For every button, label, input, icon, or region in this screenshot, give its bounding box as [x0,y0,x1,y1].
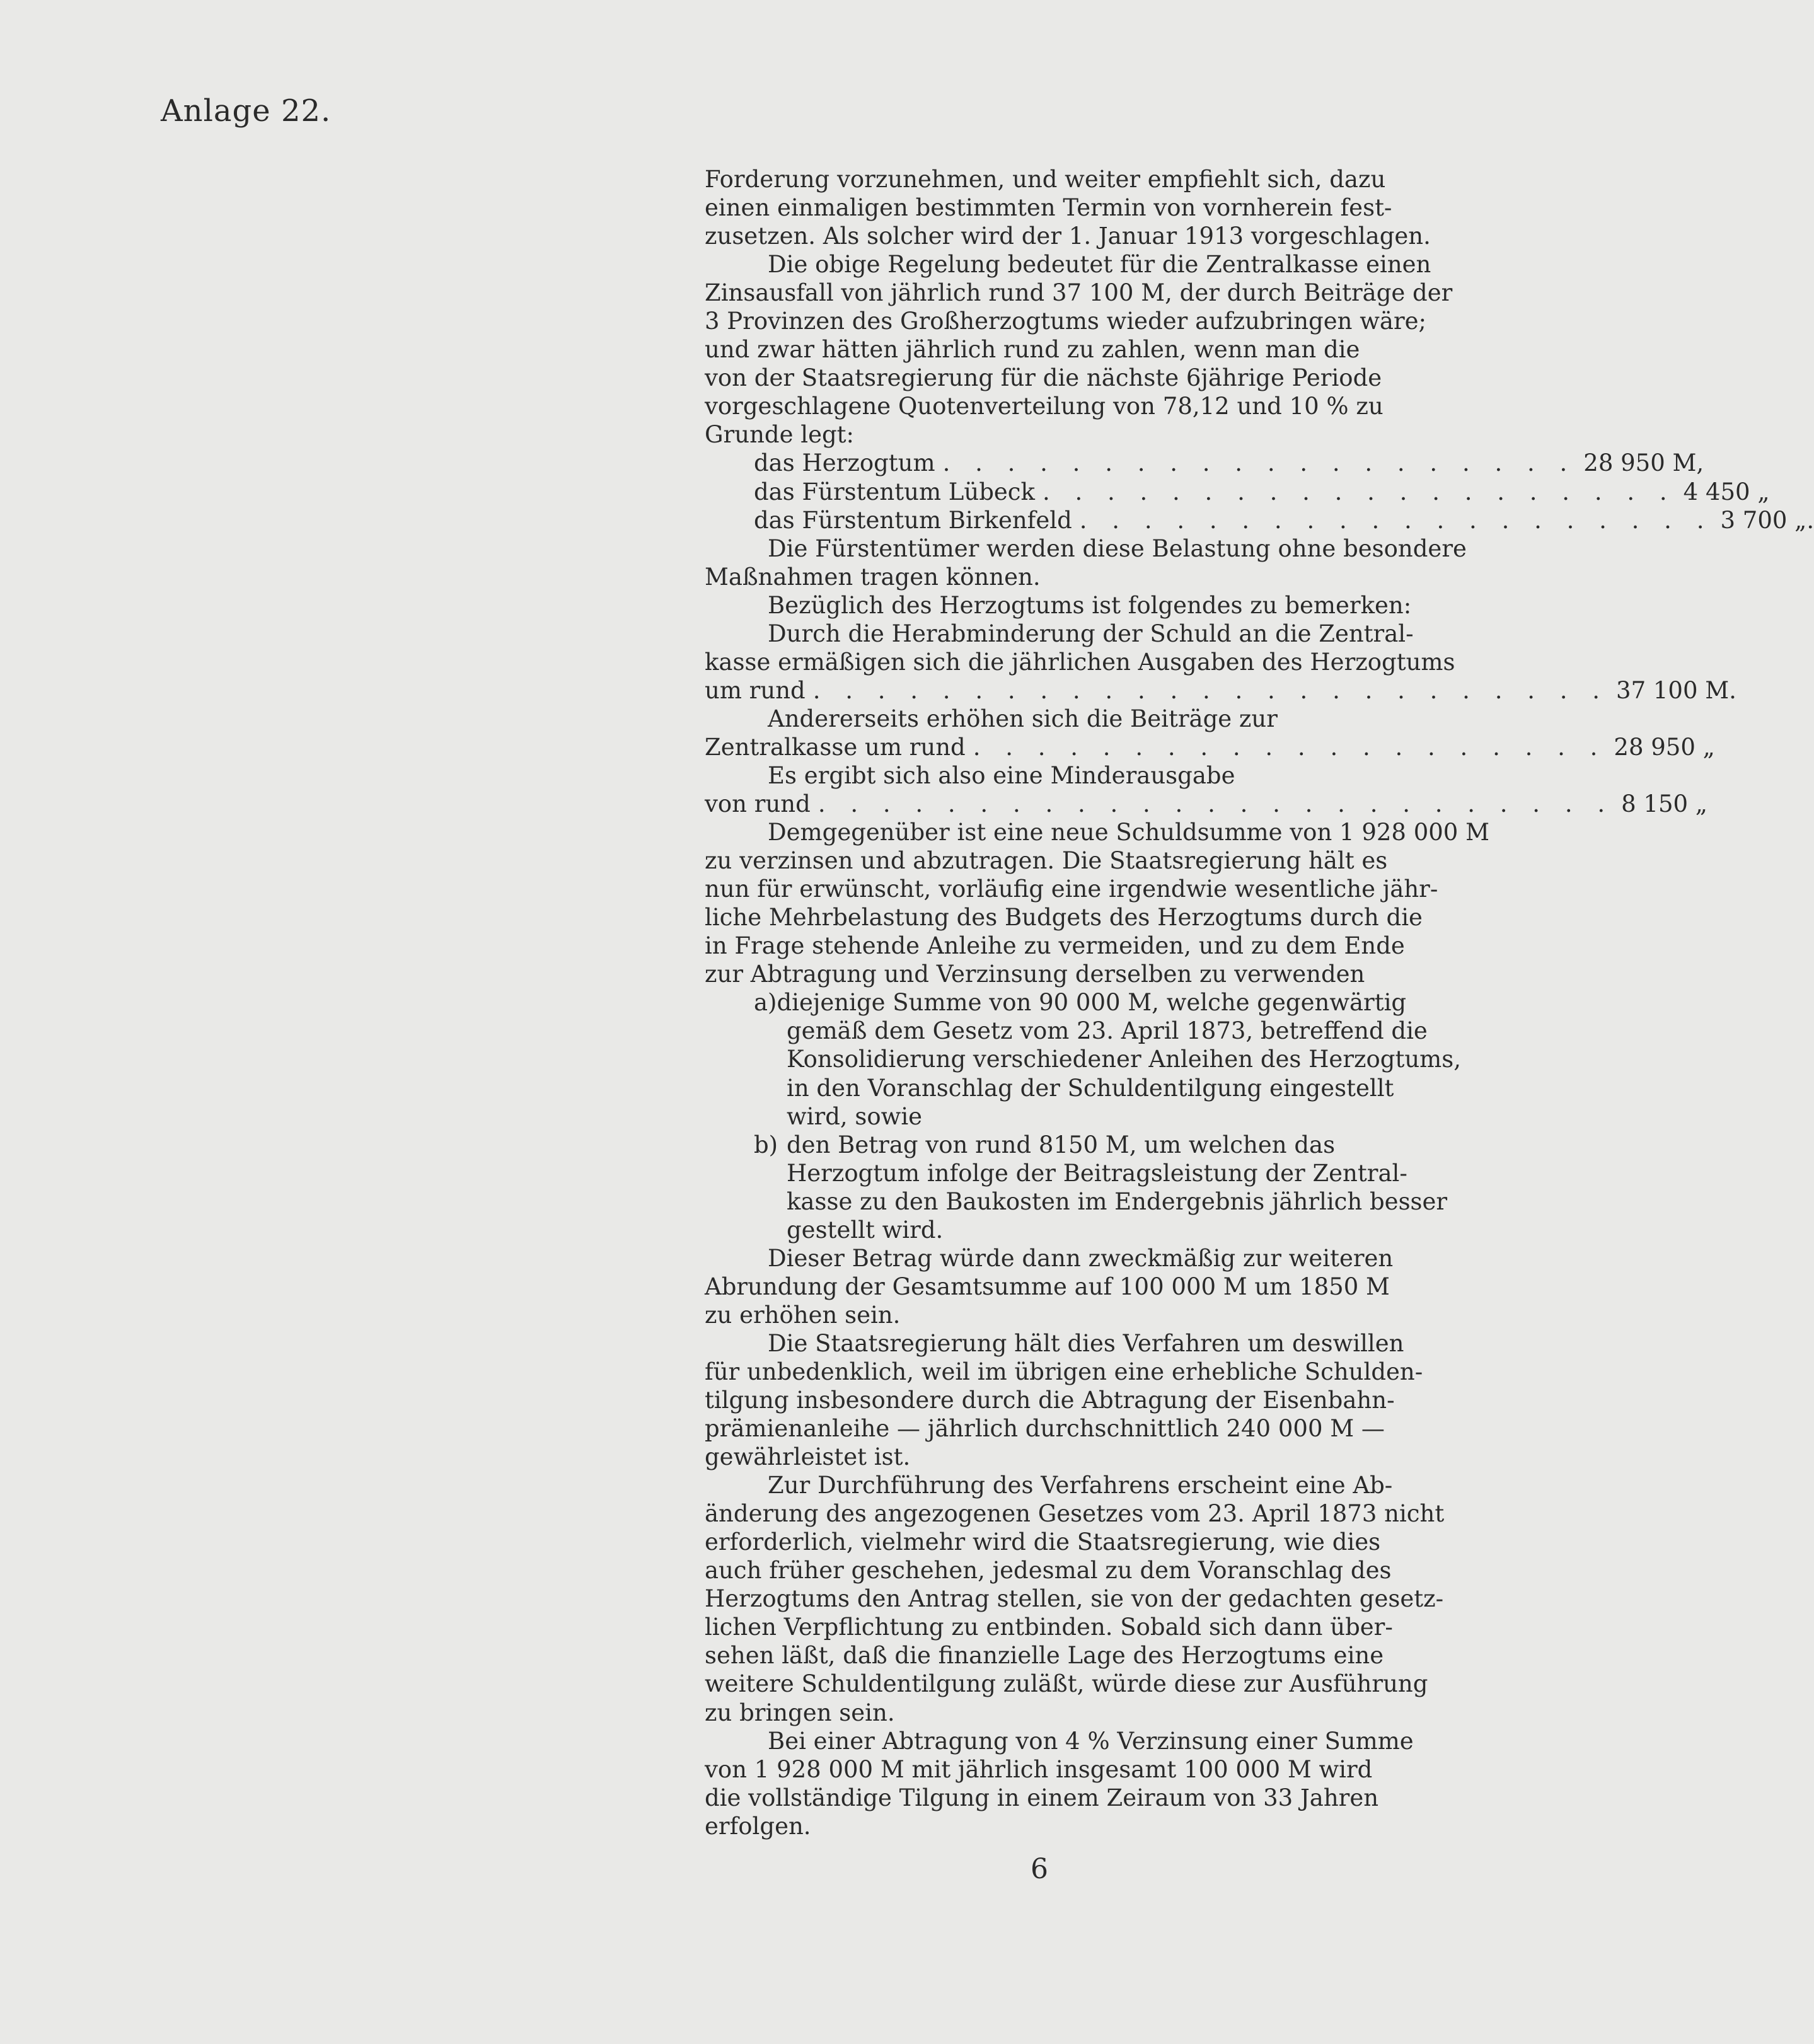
text-line: Es ergibt sich also eine Minderausgabe [768,761,1235,789]
calc-row: Zentralkasse um rund . . . . . . . . . . . . . . . . . . . . 28 950 „ [705,733,1715,761]
text-line: gestellt wird. [787,1216,944,1244]
text-line: Durch die Herabminderung der Schuld an die Zentral- [768,620,1414,647]
text-line: und zwar hätten jährlich rund zu zahlen, wenn man die [705,336,1360,364]
text-line: von 1 928 000 M mit jährlich insgesamt 100 000 M wird [705,1755,1373,1783]
text-line: liche Mehrbelastung des Budgets des Herzogtums durch die [705,904,1423,932]
text-line: Forderung vorzunehmen, und weiter empfiehlt sich, dazu [705,166,1386,193]
text-line: in den Voranschlag der Schuldentilgung eingestellt [787,1074,1394,1102]
text-line: wird, sowie [787,1102,923,1130]
text-line: Demgegenüber ist eine neue Schuldsumme von 1 928 000 M [768,819,1489,846]
text-line: Herzogtums den Antrag stellen, sie von der gedachten gesetz- [705,1585,1444,1613]
page-number: 6 [1031,1853,1048,1885]
calc-row: um rund . . . . . . . . . . . . . . . . . . . . . . . . . 37 100 M. [705,676,1736,704]
text-line: Bei einer Abtragung von 4 % Verzinsung einer Summe [768,1727,1414,1755]
table-row: das Fürstentum Lübeck . . . . . . . . . . . . . . . . . . . . 4 450 „ [754,478,1770,505]
table-row: das Herzogtum . . . . . . . . . . . . . . . . . . . . 28 950 M, [754,449,1704,477]
text-line: Grunde legt: [705,421,854,449]
text-line: zusetzen. Als solcher wird der 1. Januar 1913 vorgeschlagen. [705,222,1431,250]
text-line: Zur Durchführung des Verfahrens erscheint eine Ab- [768,1472,1393,1499]
text-line: erfolgen. [705,1812,811,1840]
text-line: die vollständige Tilgung in einem Zeiraum von 33 Jahren [705,1784,1379,1811]
text-line: Die obige Regelung bedeutet für die Zentralkasse einen [768,251,1431,279]
text-line: Die Fürstentümer werden diese Belastung ohne besondere [768,534,1467,562]
table-row: das Fürstentum Birkenfeld . . . . . . . . . . . . . . . . . . . . 3 700 „. [754,506,1814,534]
text-line: auch früher geschehen, jedesmal zu dem Voranschlag des [705,1557,1392,1585]
text-line: zur Abtragung und Verzinsung derselben zu verwenden [705,961,1365,988]
text-line: tilgung insbesondere durch die Abtragung der Eisenbahn- [705,1387,1395,1414]
text-line: Abrundung der Gesamtsumme auf 100 000 M um 1850 M [705,1273,1390,1300]
text-line: nun für erwünscht, vorläufig eine irgendwie wesentliche jähr- [705,875,1438,903]
text-line: Andererseits erhöhen sich die Beiträge zur [768,705,1278,732]
text-line: Konsolidierung verschiedener Anleihen des Herzogtums, [787,1046,1462,1073]
text-line: zu bringen sein. [705,1699,895,1726]
text-line: von der Staatsregierung für die nächste 6jährige Periode [705,364,1382,392]
text-line: kasse ermäßigen sich die jährlichen Ausgaben des Herzogtums [705,648,1455,676]
text-line: erforderlich, vielmehr wird die Staatsregierung, wie dies [705,1528,1381,1556]
list-item-a: a) diejenige Summe von 90 000 M, welche gegenwärtig [754,989,1407,1017]
text-line: gewährleistet ist. [705,1443,911,1471]
text-line: lichen Verpflichtung zu entbinden. Sobald sich dann über- [705,1614,1393,1641]
text-line: einen einmaligen bestimmten Termin von vornherein fest- [705,194,1392,222]
text-line: Zinsausfall von jährlich rund 37 100 M, der durch Beiträge der [705,279,1453,307]
text-line: weitere Schuldentilgung zuläßt, würde diese zur Ausführung [705,1670,1428,1698]
calc-row: von rund . . . . . . . . . . . . . . . . . . . . . . . . . 8 150 „ [705,790,1707,818]
text-line: zu verzinsen und abzutragen. Die Staatsregierung hält es [705,847,1388,875]
text-line: Bezüglich des Herzogtums ist folgendes zu bemerken: [768,591,1412,619]
text-line: änderung des angezogenen Gesetzes vom 23. April 1873 nicht [705,1500,1445,1528]
text-line: Herzogtum infolge der Beitragsleistung der Zentral- [787,1159,1407,1187]
text-line: Die Staatsregierung hält dies Verfahren um deswillen [768,1329,1404,1357]
text-line: Dieser Betrag würde dann zweckmäßig zur weiteren [768,1244,1394,1272]
text-line: gemäß dem Gesetz vom 23. April 1873, betreffend die [787,1017,1428,1045]
text-line: prämienanleihe — jährlich durchschnittlich 240 000 M — [705,1415,1385,1443]
text-line: zu erhöhen sein. [705,1301,901,1329]
annex-heading: Anlage 22. [161,93,332,129]
list-item-b: b) den Betrag von rund 8150 M, um welchen das [754,1131,1336,1158]
body-text [705,165,1814,1840]
text-line: Maßnahmen tragen können. [705,563,1041,591]
text-line: in Frage stehende Anleihe zu vermeiden, und zu dem Ende [705,932,1405,960]
text-line: für unbedenklich, weil im übrigen eine erhebliche Schulden- [705,1358,1423,1385]
text-line: vorgeschlagene Quotenverteilung von 78,12 und 10 % zu [705,393,1384,420]
text-line: kasse zu den Baukosten im Endergebnis jährlich besser [787,1187,1448,1215]
text-line: sehen läßt, daß die finanzielle Lage des Herzogtums eine [705,1642,1384,1670]
text-line: 3 Provinzen des Großherzogtums wieder aufzubringen wäre; [705,308,1426,335]
